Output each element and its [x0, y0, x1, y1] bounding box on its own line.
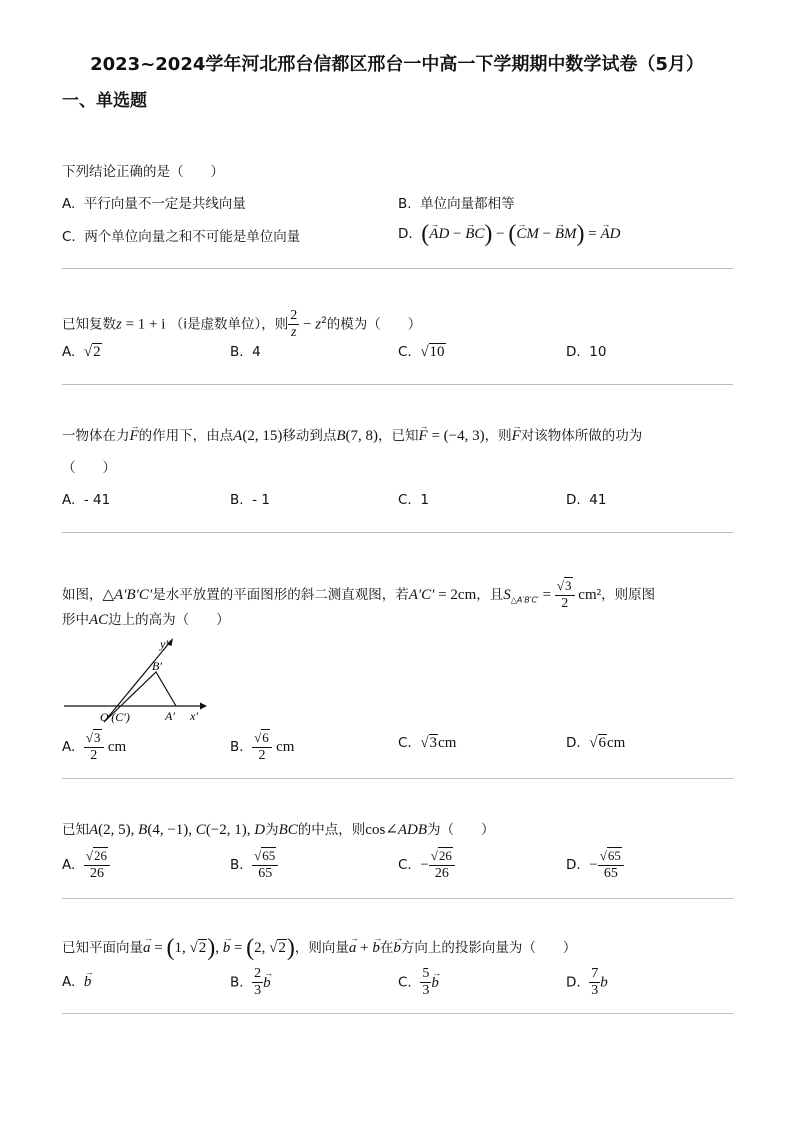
q1-option-b[interactable]: B. 单位向量都相等 [398, 196, 515, 212]
q3-option-c[interactable]: C. 1 [398, 492, 429, 508]
q5-option-c[interactable]: C. − $\frac{√26}{26}$ [398, 848, 455, 882]
q2-option-d[interactable]: D. 10 [566, 344, 607, 360]
label-b-prime: B′ [152, 659, 162, 673]
q1-option-d[interactable]: D. (→ AD − → BC) − (→ CM − → BM) = → AD [398, 224, 621, 244]
q1-option-d-formula: (→ AD − → BC) − (→ CM − → BM) = → AD [421, 226, 620, 242]
divider [62, 532, 733, 533]
divider [62, 1013, 733, 1014]
q5-option-d[interactable]: D. − $\frac{√65}{65}$ [566, 848, 624, 882]
q1-stem: 下列结论正确的是（ ） [62, 164, 224, 180]
label-y-prime: y′ [160, 637, 168, 651]
label-x-prime: x′ [190, 709, 198, 723]
q5-option-a[interactable]: A. $\frac{√26}{26}$ [62, 848, 110, 882]
q1-option-c[interactable]: C. 两个单位向量之和不可能是单位向量 [62, 229, 301, 245]
label-a-prime: A′ [165, 709, 175, 723]
divider [62, 898, 733, 899]
q4-stem-cont: 形中AC边上的高为（ ） [62, 612, 230, 628]
section-heading: 一、单选题 [62, 91, 147, 111]
q1-option-a[interactable]: A. 平行向量不一定是共线向量 [62, 196, 246, 212]
q2-stem: 已知复数z = 1 + i （i是虚数单位），则 $\frac{2}{z}$ − $z^2$的模为（ ） [62, 308, 422, 340]
q3-option-d[interactable]: D. 41 [566, 492, 607, 508]
q3-option-b[interactable]: B. - 1 [230, 492, 270, 508]
q4-option-c[interactable]: C. √3cm [398, 735, 457, 751]
q2-option-a[interactable]: A. √2 [62, 344, 101, 360]
x-axis-arrow [200, 703, 207, 710]
q4-option-a[interactable]: A. $\frac{√3}{2}$ cm [62, 730, 127, 763]
divider [62, 268, 733, 269]
q6-stem: 已知平面向量→ a = (1, √2), → b = (2, √2)，则向量→ a + → b在→ b方向上的投影向量为（ ） [62, 938, 576, 958]
q2-option-c[interactable]: C. √10 [398, 344, 445, 360]
q2-option-b[interactable]: B. 4 [230, 344, 261, 360]
page-title: 2023~2024学年河北邢台信都区邢台一中高一下学期期中数学试卷（5月） [90, 54, 704, 75]
q6-option-a[interactable]: A. → b [62, 972, 91, 992]
q3-stem: 一物体在力→ F的作用下，由点A(2, 15)移动到点B(7, 8)，已知→ F = (−4, 3)，则→ F对该物体所做的功为 [62, 426, 642, 446]
q4-option-b[interactable]: B. $\frac{√6}{2}$ cm [230, 730, 295, 763]
oblique-diagram [62, 632, 212, 727]
q3-option-a[interactable]: A. - 41 [62, 492, 111, 508]
q4-option-d[interactable]: D. √6cm [566, 735, 626, 751]
q6-option-c[interactable]: C. $\frac{5}{3}$ → b [398, 966, 439, 999]
divider [62, 778, 733, 779]
q3-stem-cont: （ ） [62, 460, 116, 476]
q6-option-b[interactable]: B. $\frac{2}{3}$ → b [230, 966, 271, 999]
q5-stem: 已知A(2, 5), B(4, −1), C(−2, 1), D为BC的中点，则cos∠ADB为（ ） [62, 822, 495, 838]
q6-option-d[interactable]: D. $\frac{7}{3}$ b [566, 966, 608, 998]
q4-stem: 如图，△A′B′C′是水平放置的平面图形的斜二测直观图，若A′C′ = 2cm，且$S_{\triangle A'B'C'}$ = $\frac{√3}{2}$ cm²，则原图 [62, 578, 656, 611]
q5-option-b[interactable]: B. $\frac{√65}{65}$ [230, 848, 278, 882]
divider [62, 384, 733, 385]
label-origin: O′(C′) [100, 710, 130, 724]
